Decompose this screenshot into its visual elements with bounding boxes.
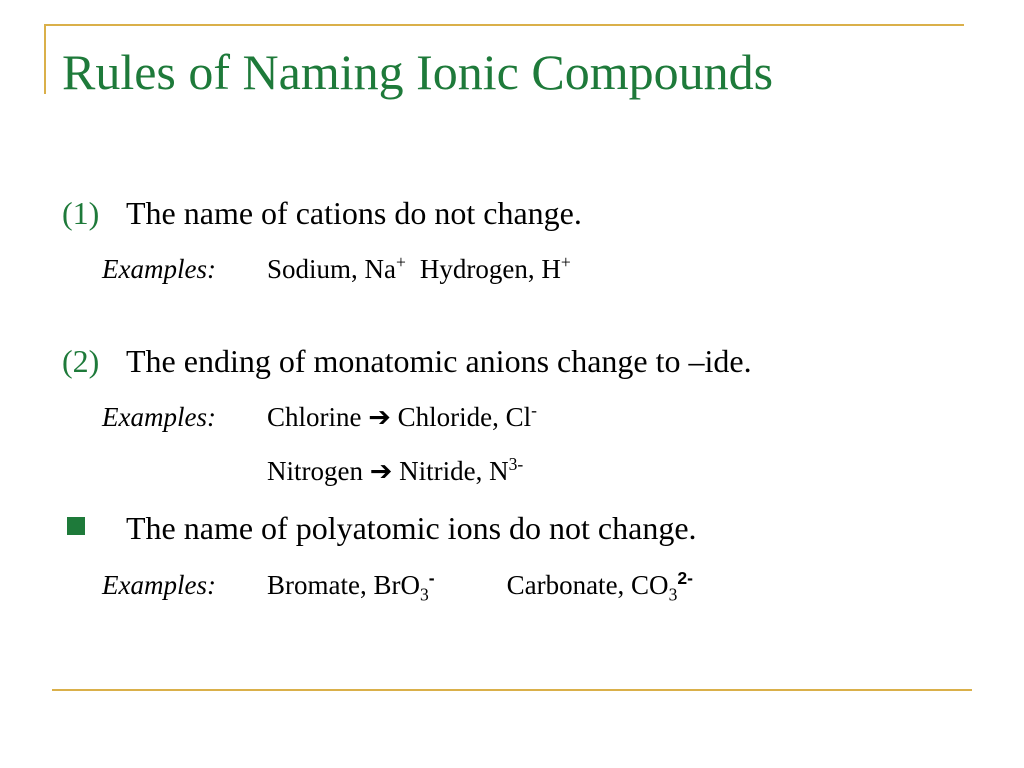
example-chlorine: Chlorine ➔ Chloride, Cl- — [267, 400, 537, 432]
rule-1 — [62, 193, 582, 233]
rule-3-text: The name of polyatomic ions do not change. — [126, 510, 697, 546]
frame-top-line — [44, 24, 964, 26]
examples-body — [267, 453, 523, 489]
example-sodium: Sodium, Na+ — [267, 252, 406, 284]
rule-2-marker: (2) — [62, 343, 100, 379]
right-arrow-icon: ➔ — [368, 402, 391, 432]
examples-body — [267, 567, 693, 603]
slide-title: Rules of Naming Ionic Compounds — [62, 44, 774, 100]
rule-3 — [62, 508, 697, 548]
example-carbonate: Carbonate, $CO_3^{2-}$ — [506, 568, 693, 605]
rule-1-text: The name of cations do not change. — [126, 195, 582, 231]
examples-label: Examples: — [102, 254, 216, 284]
examples-label: Examples: — [102, 570, 216, 600]
rule-2-text: The ending of monatomic anions change to –ide. — [126, 343, 752, 379]
examples-body — [267, 251, 571, 287]
frame-bottom-line — [52, 689, 972, 691]
examples-label: Examples: — [102, 402, 216, 432]
rule-1-marker: (1) — [62, 195, 100, 231]
examples-body — [267, 399, 537, 435]
rule-2 — [62, 341, 752, 381]
frame-left-line — [44, 24, 46, 94]
example-hydrogen: Hydrogen, H+ — [419, 252, 571, 284]
example-nitrogen: Nitrogen ➔ Nitride, $N^{3-}$ — [267, 454, 524, 486]
right-arrow-icon: ➔ — [369, 456, 393, 486]
example-bromate: Bromate, BrO$_3$- — [267, 568, 435, 605]
